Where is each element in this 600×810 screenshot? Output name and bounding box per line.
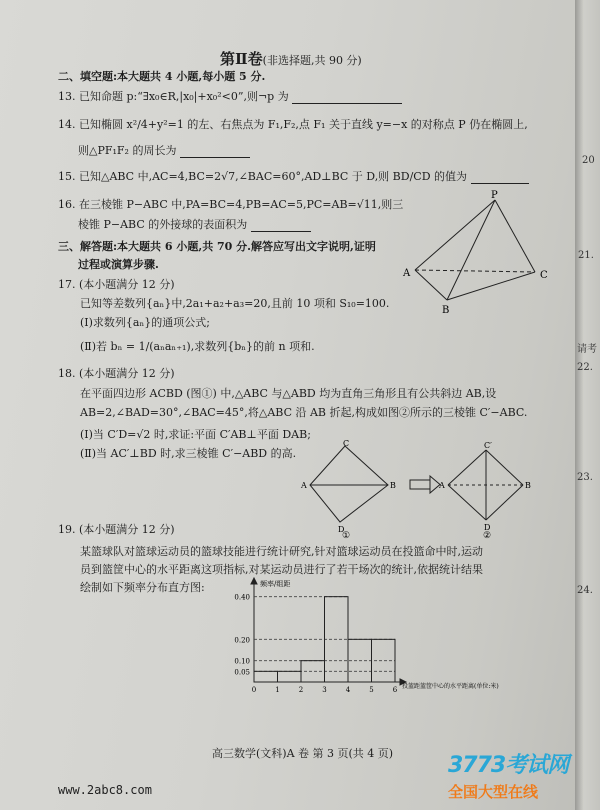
edge-PB xyxy=(447,200,495,300)
question-17-body: 已知等差数列{aₙ}中,2a₁+a₂+a₃=20,且前 10 项和 S₁₀=100. xyxy=(80,297,390,310)
histogram-x-tick-label: 6 xyxy=(392,686,398,694)
fig1-label-D: D xyxy=(338,525,345,534)
question-19-heading: 19. (本小题满分 12 分) xyxy=(58,523,175,536)
question-18-part1: (Ⅰ)当 C′D=√2 时,求证:平面 C′AB⊥平面 DAB; xyxy=(80,428,311,441)
adjacent-page-strip xyxy=(575,0,600,810)
question-18-part2: (Ⅱ)当 AC′⊥BD 时,求三棱锥 C′−ABD 的高. xyxy=(80,447,297,460)
question-17-heading: 17. (本小题满分 12 分) xyxy=(58,278,175,291)
question-18-line1: 在平面四边形 ACBD (图①) 中,△ABC 与△ABD 均为直角三角形且有公共斜边 AB,设 xyxy=(80,387,497,400)
part2-heading: 二、填空题:本大题共 4 小题,每小题 5 分. xyxy=(58,70,266,83)
part3-heading-line1: 三、解答题:本大题共 6 小题,共 70 分.解答应写出文字说明,证明 xyxy=(58,240,376,253)
histogram-x-tick-label: 4 xyxy=(345,686,351,694)
histogram-x-tick-label: 2 xyxy=(298,686,304,694)
section-title-main: 第Ⅱ卷 xyxy=(220,50,263,68)
answer-blank-16 xyxy=(251,231,311,232)
edge-BC xyxy=(447,272,535,300)
question-19-line2: 员到篮筐中心的水平距离这项指标,对某运动员进行了若干场次的统计,依据统计结果 xyxy=(80,563,483,576)
histogram-x-axis-label: 投篮距篮筐中心的水平距离(单位:米) xyxy=(402,683,499,690)
figure-number-2: ② xyxy=(483,531,492,541)
histogram-y-tick-label: 0.05 xyxy=(234,668,250,677)
fig1-label-B: B xyxy=(390,481,396,490)
edge-PC xyxy=(495,200,535,272)
watermark-slogan: 全国大型在线 xyxy=(448,783,539,801)
fig1-label-A: A xyxy=(301,481,307,490)
fig2-label-D: D xyxy=(484,523,491,532)
part3-heading-line2: 过程或演算步骤. xyxy=(78,258,159,271)
question-14-text: 则△PF₁F₂ 的周长为 xyxy=(78,144,177,157)
question-14-line2 xyxy=(78,144,250,158)
section-title-note: (非选择题,共 90 分) xyxy=(262,54,362,67)
question-15 xyxy=(58,170,529,184)
answer-blank-15 xyxy=(471,183,529,184)
question-13-text: 13. 已知命题 p:“∃x₀∈R,|x₀|+x₀²<0”,则¬p 为 xyxy=(58,90,289,103)
strip-text-4: 22. xyxy=(577,362,593,373)
question-13 xyxy=(58,90,402,104)
edge-PA xyxy=(415,200,495,270)
question-16-line2 xyxy=(78,218,311,232)
page-footer: 高三数学(文科)A 卷 第 3 页(共 4 页) xyxy=(212,747,394,760)
question-19-line3: 绘制如下频率分布直方图: xyxy=(80,581,205,594)
histogram-y-tick-label: 0.20 xyxy=(234,636,250,645)
question-16-text: 棱锥 P−ABC 的外接球的表面积为 xyxy=(78,218,248,231)
vertex-C: C xyxy=(540,270,548,281)
question-18-heading: 18. (本小题满分 12 分) xyxy=(58,367,175,380)
edge-AD xyxy=(448,485,486,520)
section-title xyxy=(220,48,362,69)
vertex-B: B xyxy=(442,305,450,316)
arrow-body xyxy=(410,480,430,489)
watermark-url: www.2abc8.com xyxy=(58,783,152,797)
q18-figures xyxy=(298,438,538,540)
tetrahedron-figure xyxy=(395,188,565,318)
histogram-y-tick-label: 0.40 xyxy=(234,593,250,602)
edge-AC-prime xyxy=(448,450,486,485)
strip-text-3: 请考 xyxy=(577,344,597,355)
vertex-A: A xyxy=(403,268,411,279)
histogram-bar xyxy=(278,671,302,682)
fig2-label-B: B xyxy=(525,481,531,490)
histogram-x-tick-label: 5 xyxy=(369,686,374,694)
edge-AB xyxy=(415,270,447,300)
histogram-y-axis-label: 频率/组距 xyxy=(260,580,291,588)
fig2-label-C-prime: C′ xyxy=(484,441,492,450)
frequency-histogram xyxy=(222,570,499,720)
question-15-text: 15. 已知△ABC 中,AC=4,BC=2√7,∠BAC=60°,AD⊥BC 于 D,则 BD/CD 的值为 xyxy=(58,170,468,183)
question-19-line1: 某篮球队对篮球运动员的篮球技能进行统计研究,针对篮球运动员在投篮命中时,运动 xyxy=(80,545,483,558)
question-17-part2: (Ⅱ)若 bₙ = 1/(aₙaₙ₊₁),求数列{bₙ}的前 n 项和. xyxy=(80,340,315,353)
edge-BD xyxy=(486,485,523,520)
question-14-line1: 14. 已知椭圆 x²/4+y²=1 的左、右焦点为 F₁,F₂,点 F₁ 关于直线 y=−x 的对称点 P 仍在椭圆上, xyxy=(58,118,528,131)
answer-blank-14 xyxy=(180,157,250,158)
histogram-x-tick-label: 3 xyxy=(322,686,327,694)
histogram-y-tick-label: 0.10 xyxy=(234,657,250,666)
fig1-label-C: C xyxy=(343,439,350,448)
histogram-bar xyxy=(254,671,278,682)
histogram-x-tick-label: 1 xyxy=(275,686,280,694)
histogram-y-arrow xyxy=(251,578,257,584)
quadrilateral-ACBD xyxy=(310,446,388,522)
edge-AC-hidden xyxy=(415,270,535,272)
edge-BC-prime xyxy=(486,450,523,485)
question-18-line2: AB=2,∠BAD=30°,∠BAC=45°,将△ABC 沿 AB 折起,构成如图②所示的三棱锥 C′−ABC. xyxy=(80,406,528,419)
strip-text-5: 23. xyxy=(577,472,593,483)
question-16-line1: 16. 在三棱锥 P−ABC 中,PA=BC=4,PB=AC=5,PC=AB=√11,则三 xyxy=(58,198,404,211)
strip-text-6: 24. xyxy=(577,585,593,596)
strip-text-2: 21. xyxy=(578,250,594,261)
fig2-label-A: A xyxy=(439,481,445,490)
vertex-P: P xyxy=(491,190,498,201)
watermark-logo xyxy=(448,748,578,806)
histogram-x-tick-label: 0 xyxy=(251,686,257,694)
question-17-part1: (Ⅰ)求数列{aₙ}的通项公式; xyxy=(80,316,210,329)
strip-text-1: 20 xyxy=(582,155,595,166)
figure-number-1: ① xyxy=(342,531,351,541)
answer-blank-13 xyxy=(292,103,402,104)
watermark-logo-text: 3773考试网 xyxy=(448,753,569,778)
